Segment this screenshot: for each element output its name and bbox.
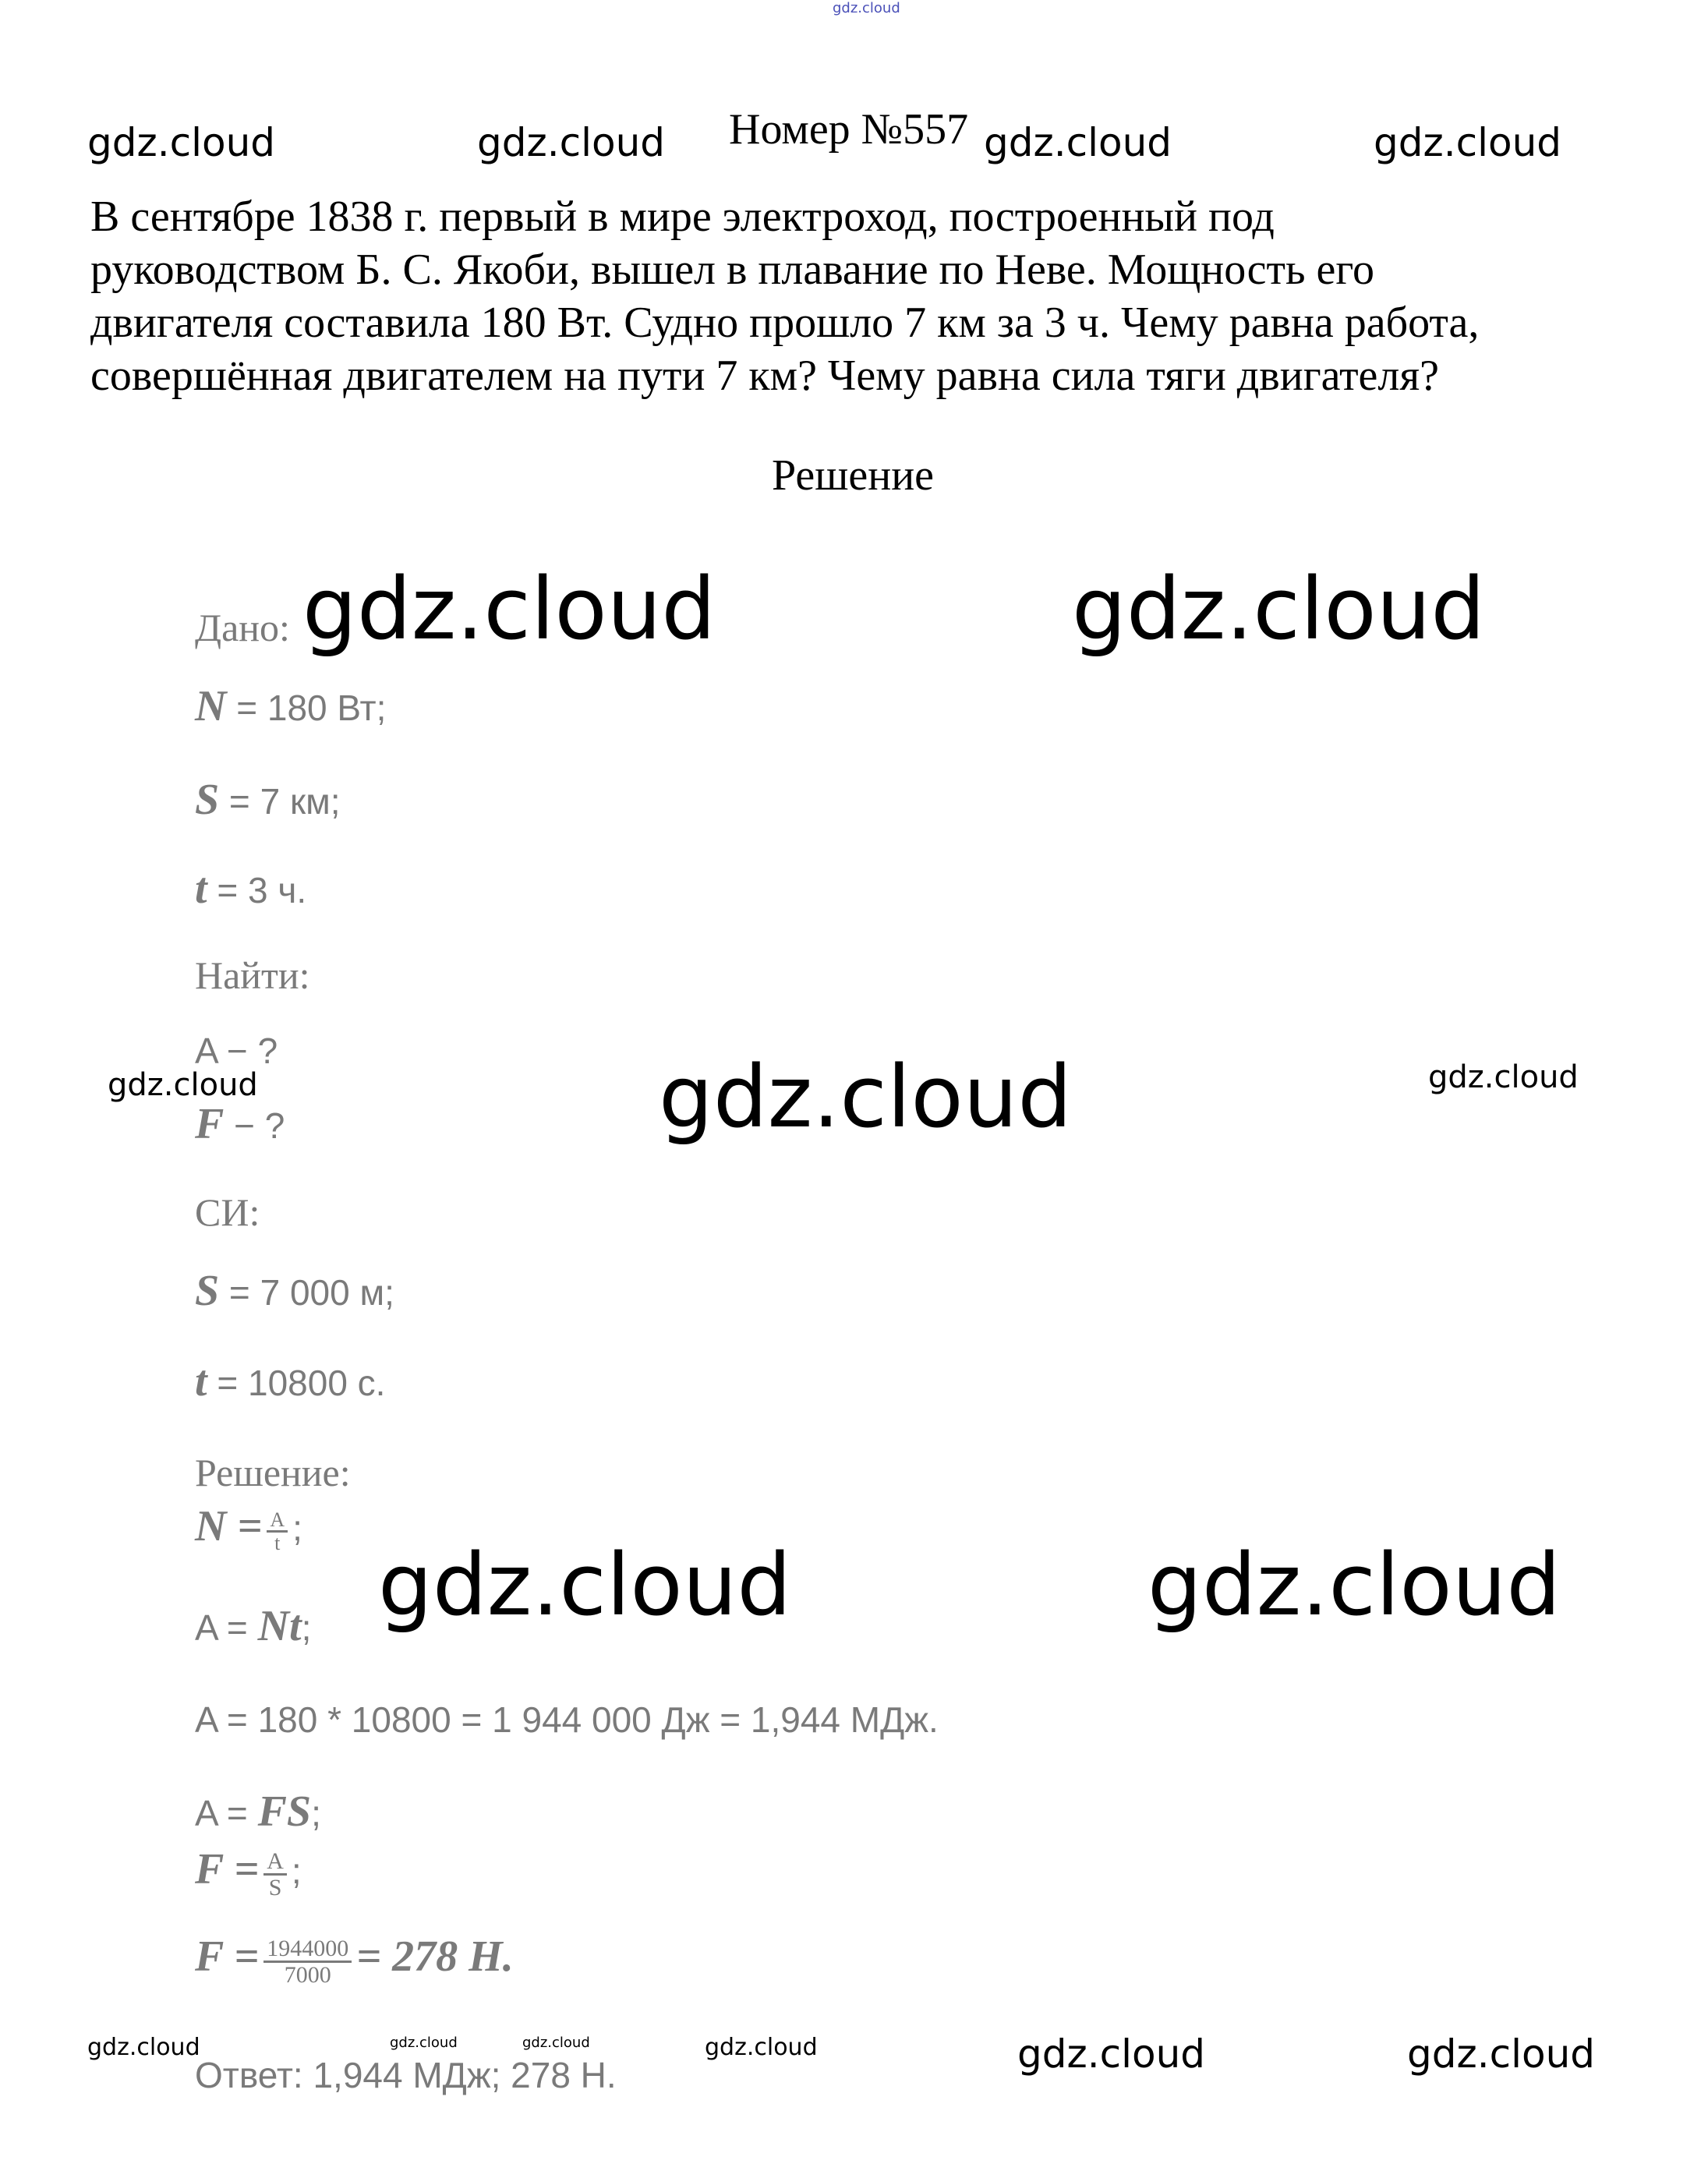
fraction-denominator: S bbox=[268, 1875, 282, 1901]
watermark: gdz.cloud bbox=[1374, 120, 1562, 165]
given-value: = 3 ч. bbox=[207, 870, 307, 910]
watermark: gdz.cloud bbox=[705, 2034, 818, 2061]
given-var: t bbox=[195, 864, 207, 913]
given-item bbox=[195, 864, 307, 913]
answer bbox=[195, 2055, 617, 2094]
fraction bbox=[267, 1509, 288, 1554]
eq-tail: ; bbox=[301, 1607, 312, 1648]
problem-text bbox=[90, 190, 1650, 402]
fraction-denominator: t bbox=[274, 1532, 281, 1555]
fraction-numerator: 1944000 bbox=[263, 1936, 352, 1964]
watermark: gdz.cloud bbox=[477, 120, 666, 165]
eq-lhs: F = bbox=[195, 1932, 260, 1981]
problem-line: двигателя составила 180 Вт. Судно прошло 7 км за 3 ч. Чему равна работа, bbox=[90, 299, 1480, 347]
answer-text: Ответ: 1,944 МДж; 278 Н. bbox=[195, 2055, 617, 2095]
eq-tail: ; bbox=[291, 1851, 302, 1891]
eq-tail: = 278 Н. bbox=[356, 1932, 514, 1981]
eq-text: A = 180 * 10800 = 1 944 000 Дж = 1,944 МДж. bbox=[195, 1699, 939, 1740]
given-value: = 7 км; bbox=[219, 781, 341, 822]
watermark: gdz.cloud bbox=[390, 2035, 458, 2051]
fraction bbox=[263, 1936, 352, 1988]
watermark: gdz.cloud bbox=[1148, 1535, 1561, 1635]
problem-line: В сентябре 1838 г. первый в мире электроход, построенный под bbox=[90, 193, 1275, 241]
eq-lhs: N = bbox=[195, 1502, 263, 1550]
watermark: gdz.cloud bbox=[378, 1535, 792, 1635]
si-label: СИ: bbox=[195, 1190, 260, 1234]
equation-force-calc bbox=[195, 1932, 514, 1989]
fraction-numerator: A bbox=[263, 1849, 287, 1876]
problem-line: руководством Б. С. Якоби, вышел в плавание по Неве. Мощность его bbox=[90, 246, 1374, 294]
equation-work-calc bbox=[195, 1699, 939, 1738]
fraction-numerator: A bbox=[267, 1509, 288, 1533]
find-item bbox=[195, 1102, 285, 1146]
watermark: gdz.cloud bbox=[1428, 1059, 1579, 1095]
find-var: A bbox=[195, 1031, 217, 1071]
given-item bbox=[195, 778, 340, 822]
eq-lhs: A = bbox=[195, 1607, 258, 1648]
page-title: Номер №557 bbox=[729, 105, 969, 154]
solution-label: Решение: bbox=[195, 1451, 351, 1494]
given-var: N bbox=[195, 682, 227, 730]
find-label: Найти: bbox=[195, 953, 310, 997]
si-var: S bbox=[195, 1267, 220, 1315]
eq-tail: ; bbox=[292, 1508, 302, 1548]
find-item bbox=[195, 1031, 278, 1070]
given-label: Дано: bbox=[195, 606, 290, 649]
watermark: gdz.cloud bbox=[108, 1067, 258, 1103]
given-value: = 180 Вт; bbox=[226, 688, 387, 728]
eq-lhs: F = bbox=[195, 1845, 260, 1893]
find-var: F bbox=[195, 1100, 225, 1148]
find-value: − ? bbox=[217, 1031, 278, 1071]
eq-var: Nt bbox=[257, 1602, 302, 1650]
watermark: gdz.cloud bbox=[522, 2035, 590, 2051]
watermark: gdz.cloud bbox=[1407, 2031, 1596, 2077]
watermark: gdz.cloud bbox=[302, 559, 716, 659]
si-var: t bbox=[195, 1357, 207, 1405]
equation-work bbox=[195, 1604, 311, 1648]
watermark-top: gdz.cloud bbox=[833, 0, 900, 16]
watermark: gdz.cloud bbox=[984, 120, 1172, 165]
equation-force bbox=[195, 1847, 302, 1900]
eq-var: FS bbox=[257, 1787, 312, 1836]
equation-work-force bbox=[195, 1787, 321, 1836]
si-value: = 7 000 м; bbox=[219, 1272, 394, 1313]
given-var: S bbox=[195, 776, 220, 824]
find-value: − ? bbox=[224, 1105, 285, 1146]
equation-power bbox=[195, 1504, 302, 1554]
fraction-denominator: 7000 bbox=[284, 1962, 331, 1989]
eq-lhs: A = bbox=[195, 1793, 258, 1833]
given-item bbox=[195, 684, 386, 728]
watermark: gdz.cloud bbox=[659, 1047, 1073, 1147]
watermark: gdz.cloud bbox=[87, 120, 276, 165]
solution-heading: Решение bbox=[772, 451, 935, 500]
si-item bbox=[195, 1269, 394, 1313]
watermark: gdz.cloud bbox=[1072, 559, 1486, 659]
watermark: gdz.cloud bbox=[87, 2034, 200, 2061]
si-item bbox=[195, 1359, 385, 1403]
fraction bbox=[263, 1849, 287, 1900]
si-value: = 10800 с. bbox=[207, 1363, 386, 1403]
problem-line: совершённая двигателем на пути 7 км? Чему равна сила тяги двигателя? bbox=[90, 352, 1439, 400]
watermark: gdz.cloud bbox=[1017, 2031, 1206, 2077]
eq-tail: ; bbox=[311, 1793, 321, 1833]
